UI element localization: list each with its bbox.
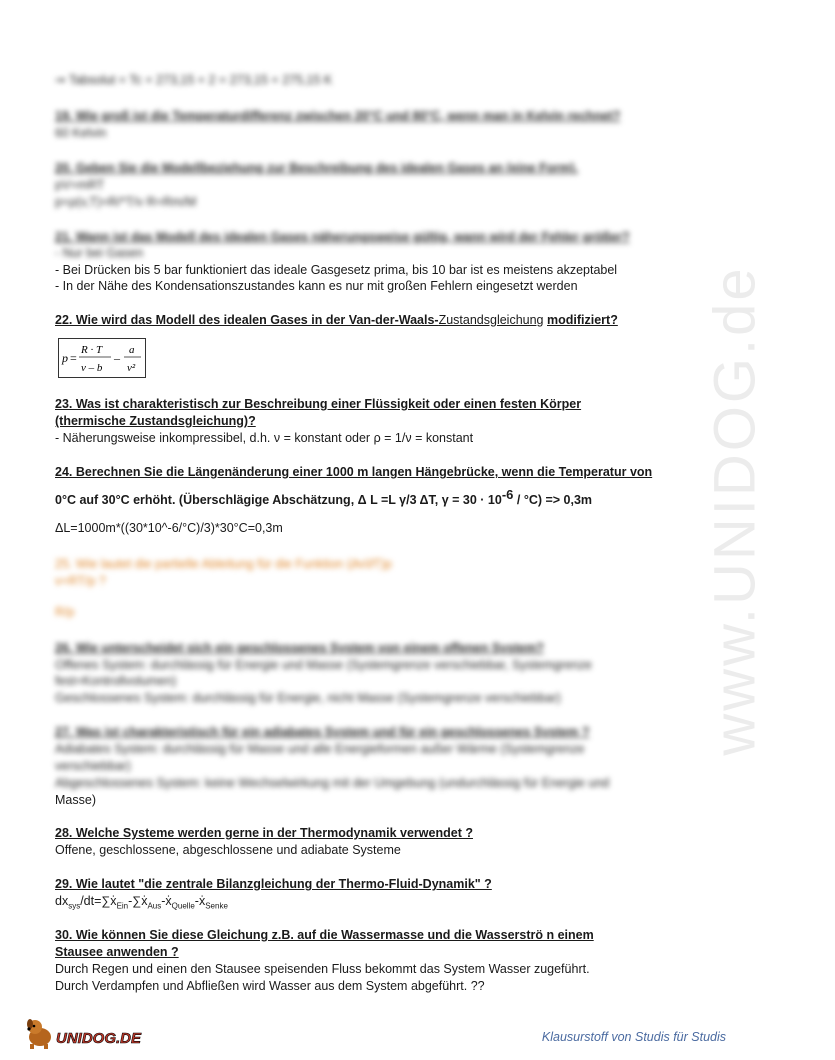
a29-quelle: Quelle — [171, 901, 195, 911]
question-27: 27. Was ist charakteristisch für ein adiabates System und für ein geschlossenes System ? — [55, 725, 590, 739]
answer-27c: Abgeschlossenes System: keine Wechselwirkung mit der Umgebung (undurchlässig für Energie und — [55, 776, 610, 790]
van-der-waals-formula — [58, 338, 146, 378]
question-25b: v=RT/p ? — [55, 574, 106, 588]
answer-23: - Näherungsweise inkompressibel, d.h. ν = konstant oder ρ = 1/ν = konstant — [55, 431, 474, 445]
question-25: 25. Wie lautet die partielle Ableitung für die Funktion (∂v/∂T)p — [55, 557, 392, 571]
a29-sys: sys — [68, 901, 81, 911]
answer-27b: verschiebbar) — [55, 759, 131, 773]
a29-ein: Ein — [116, 901, 129, 911]
formula-eq: = — [70, 351, 77, 365]
answer-21b: - Bei Drücken bis 5 bar funktioniert das ideale Gasgesetz prima, bis 10 bar ist es meistens akzeptabel — [55, 263, 618, 277]
question-20: 20. Geben Sie die Modellbeziehung zur Beschreibung des idealen Gases an (eine Form). — [55, 161, 579, 175]
question-19: 19. Wie groß ist die Temperaturdifferenz zwischen 20°C und 80°C, wenn man in Kelvin rechnet? — [55, 109, 621, 123]
question-21: 21. Wann ist das Modell des idealen Gases näherungsweise gültig, wann wird der Fehler größer? — [55, 230, 630, 244]
question-22-part3: modifiziert? — [547, 313, 618, 327]
a29-r4: -ẋ — [194, 894, 206, 908]
formula-den1: v – b — [81, 362, 103, 374]
answer-26b: fest=Kontrollvolumen) — [55, 674, 177, 688]
answer-24: ΔL=1000m*((30*10^-6/°C)/3)*30°C=0,3m — [55, 521, 283, 535]
answer-30b: Durch Verdampfen und Abfließen wird Wasser aus dem System abgeführt. ?? — [55, 979, 485, 993]
question-28: 28. Welche Systeme werden gerne in der Thermodynamik verwendet ? — [55, 826, 473, 840]
answer-27a: Adiabates System: durchlässig für Masse und alle Energieformen außer Wärme (Systemgrenze — [55, 742, 585, 756]
question-24-sup: -6 — [501, 487, 514, 502]
answer-27d: Masse) — [55, 793, 96, 807]
question-22-part2: Zustandsgleichung — [438, 313, 544, 327]
answer-26c: Geschlossenes System: durchlässig für Energie, nicht Masse (Systemgrenze verschiebbar) — [55, 691, 561, 705]
a29-aus: Aus — [147, 901, 162, 911]
answer-26a: Offenes System: durchlässig für Energie und Masse (Systemgrenze verschiebbar, Systemgrenze — [55, 658, 592, 672]
answer-25: R/p — [55, 605, 75, 619]
answer-30a: Durch Regen und einen den Stausee speisenden Fluss bekommt das System Wasser zugeführt. — [55, 962, 590, 976]
answer-29 — [55, 893, 655, 915]
question-24-line2a: 0°C auf 30°C erhöht. (Überschlägige Abschätzung, Δ L =L γ/3 ΔT, γ = 30 · 10 — [55, 493, 502, 508]
question-22 — [55, 312, 655, 329]
logo-text: UNIDOG.DE — [56, 1030, 142, 1047]
a29-r1: /dt=∑ẋ — [80, 894, 117, 908]
watermark-text: www.UNIDOG.de — [702, 264, 768, 756]
a29-r3: -ẋ — [161, 894, 172, 908]
footer-tagline: Klausurstoff von Studis für Studis — [541, 1030, 726, 1044]
a29-senke: Senke — [205, 901, 228, 911]
a29-r2: -∑ẋ — [128, 894, 148, 908]
question-24-line2 — [55, 486, 675, 509]
answer-19: 60 Kelvin — [55, 126, 107, 140]
question-29: 29. Wie lautet "die zentrale Bilanzgleichung der Thermo-Fluid-Dynamik" ? — [55, 877, 492, 891]
question-24-line1: 24. Berechnen Sie die Längenänderung einer 1000 m langen Hängebrücke, wenn die Temperatur von — [55, 465, 653, 479]
question-26: 26. Wie unterscheidet sich ein geschlossenes System von einem offenen System? — [55, 641, 544, 655]
formula-den2: v² — [127, 362, 136, 374]
question-24-line2b: / °C) => 0,3m — [513, 493, 593, 508]
formula-num2: a — [129, 344, 135, 356]
blurred-line: ⇒ Tabsolut = Tc + 273,15 + 2 = 273,15 + 275,15 K — [55, 73, 333, 87]
formula-num1: R · T — [81, 344, 103, 356]
dog-icon — [24, 1015, 154, 1051]
question-22-part1: 22. Wie wird das Modell des idealen Gases in der Van-der-Waals- — [55, 313, 439, 327]
answer-21a: - Nur bei Gasen — [55, 246, 144, 260]
question-23: 23. Was ist charakteristisch zur Beschreibung einer Flüssigkeit oder einen festen Körper (thermische Zustandsgleichung)? — [55, 397, 582, 428]
watermark — [635, 264, 835, 756]
answer-20b: p=ρ(v,T)=R/*T/v R=Rm/M — [55, 195, 197, 209]
answer-28: Offene, geschlossene, abgeschlossene und adiabate Systeme — [55, 843, 401, 857]
question-30: 30. Wie können Sie diese Gleichung z.B. auf die Wassermasse und die Wasserströ n einem Stausee anwenden ? — [55, 928, 594, 959]
formula-minus: – — [114, 351, 120, 365]
answer-20a: pV=mRT — [55, 178, 105, 192]
formula-p: p — [62, 351, 68, 365]
answer-21c: - In der Nähe des Kondensationszustandes kann es nur mit großen Fehlern eingesetzt werden — [55, 279, 578, 293]
a29-dx: dx — [55, 894, 69, 908]
unidog-logo[interactable] — [24, 1015, 154, 1051]
